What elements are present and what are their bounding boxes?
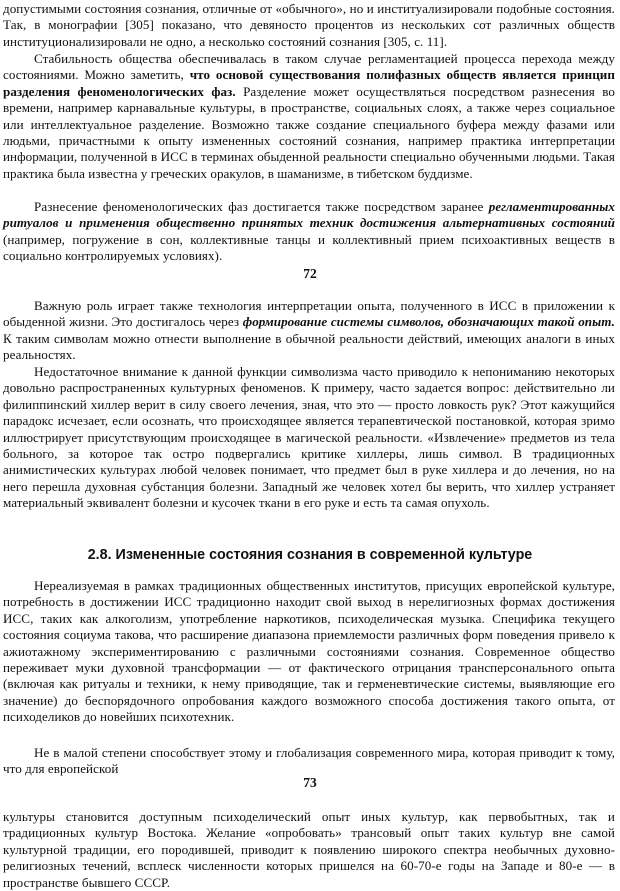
paragraph-2-bold-thesis: что основой существования полифазных обществ является принцип разделения феноменологических фаз. <box>3 67 615 99</box>
page-number-72: 72 <box>303 266 317 281</box>
paragraph-3 <box>3 199 615 265</box>
paragraph-5 <box>3 364 615 512</box>
paragraph-8-text: культуры становится доступным психоделический опыт иных культур, как первобытных, так и традиционных культур Востока. Желание «опробовать» трансовый опыт таких культур вне самой культурной традиции, его породившей, приводит к появлению широкого спектра необычных духовно-религиозных течений, всплеск численности которых пришелся на 60-70-е годы на Западе и 80-е — в пространстве бывшего СССР. <box>3 809 615 890</box>
paragraph-8 <box>3 809 615 891</box>
paragraph-4-text-c: К таким символам можно отнести выполнение в обычной реальности действий, имеющих аналоги в иных реальностях. <box>3 330 615 363</box>
paragraph-6-text: Нереализуемая в рамках традиционных общественных институтов, присущих европейской культуре, потребность в достижении ИСС традиционно находит свой выход в нерелигиозных формах достижения ИСС, таких как алкоголизм, употребление наркотиков, психоделическая музыка. Специфика текущего состояния социума такова, что расширение диапазона приемлемости различных форм поведения привело к ажиотажному экспериментированию с различными состояниями сознания. Современное общество переживает муки духовной трансформации — от фактического отрицания трансперсонального опыта (включая как ритуалы и техники, к нему приводящие, так и герменевтические системы, выявляющие его значение) до беспорядочного опробования каждого возможного способа достижения такого опыта, от психоделиков до новейших психотехник. <box>3 578 615 725</box>
paragraph-2-text-c: Разделение может осуществляться посредством разнесения во времени, например карнавальные культуры, в пространстве, социальных слоях, а также через социальное или интеллектуальное разделение. Возможно также создание специального буфера между фазами или людьми, причастными к опыту измененных состояний сознания, например практика интерпретации информации, полученной в ИСС в терминах обыденной реальности специально обученными людьми. Такая практика была известна у греческих оракулов, в шаманизме, в тибетском буддизме. <box>3 83 615 181</box>
paragraph-4 <box>3 298 615 364</box>
paragraph-4-emphasis: формирование системы символов, обозначающих такой опыт. <box>242 314 615 330</box>
paragraph-3-text-c: (например, погружение в сон, коллективные танцы и коллективный прием психоактивных веществ в социально контролируемых условиях). <box>3 231 615 264</box>
paragraph-1-text: допустимыми состояния сознания, отличные от «обычного», но и институализировали подобные состояния. Так, в монографии [305] показано, что девяносто процентов из нескольких сот различных обществ институционализировали не одно, а несколько состояний сознания [305, с. 11]. <box>3 1 615 49</box>
page-number-73: 73 <box>303 775 317 790</box>
paragraph-3-text-a: Разнесение феноменологических фаз достигается также посредством заранее <box>34 199 489 214</box>
section-heading: 2.8. Измененные состояния сознания в современной культуре <box>87 547 533 563</box>
paragraph-2 <box>3 51 615 182</box>
paragraph-6 <box>3 578 615 726</box>
paragraph-2-text-a: Стабильность общества обеспечивалась в таком случае регламентацией процесса перехода между состояниями. Можно заметить, <box>3 51 615 83</box>
paragraph-1 <box>3 1 615 50</box>
paragraph-7 <box>3 745 615 778</box>
paragraph-7-text: Не в малой степени способствует этому и глобализация современного мира, которая приводит к тому, что для европейской <box>3 745 615 777</box>
paragraph-5-text: Недостаточное внимание к данной функции символизма часто приводило к непониманию некоторых довольно распространенных культурных феноменов. К примеру, часто задается вопрос: действительно ли филиппинский хиллер верит в силу своего лечения, зная, что это — просто ловкость рук? Этот кажущийся парадокс исчезает, если осознать, что происходящее является терапевтической постановкой, которая зримо иллюстрирует присутствующим происходящее в магической реальности. «Извлечение» предметов из тела больного, за которое так остро подвергались критике хиллеры, лишь символ. В традиционных анимистических культурах любой человек понимает, что предмет был в руке хиллера и до лечения, но на него перешла духовная субстанция болезни. Западный же человек хотел бы верить, что хиллер устраняет материальный эквивалент болезни и кусочек ткани в его руке и есть та самая опухоль. <box>3 364 615 511</box>
paragraph-4-text-a: Важную роль играет также технология интерпретации опыта, полученного в ИСС в приложении к обыденной жизни. Это достигалось через <box>3 298 615 330</box>
paragraph-3-emphasis: регламентированных ритуалов и применения общественно принятых техник достижения альтернативных состояний <box>3 199 615 231</box>
